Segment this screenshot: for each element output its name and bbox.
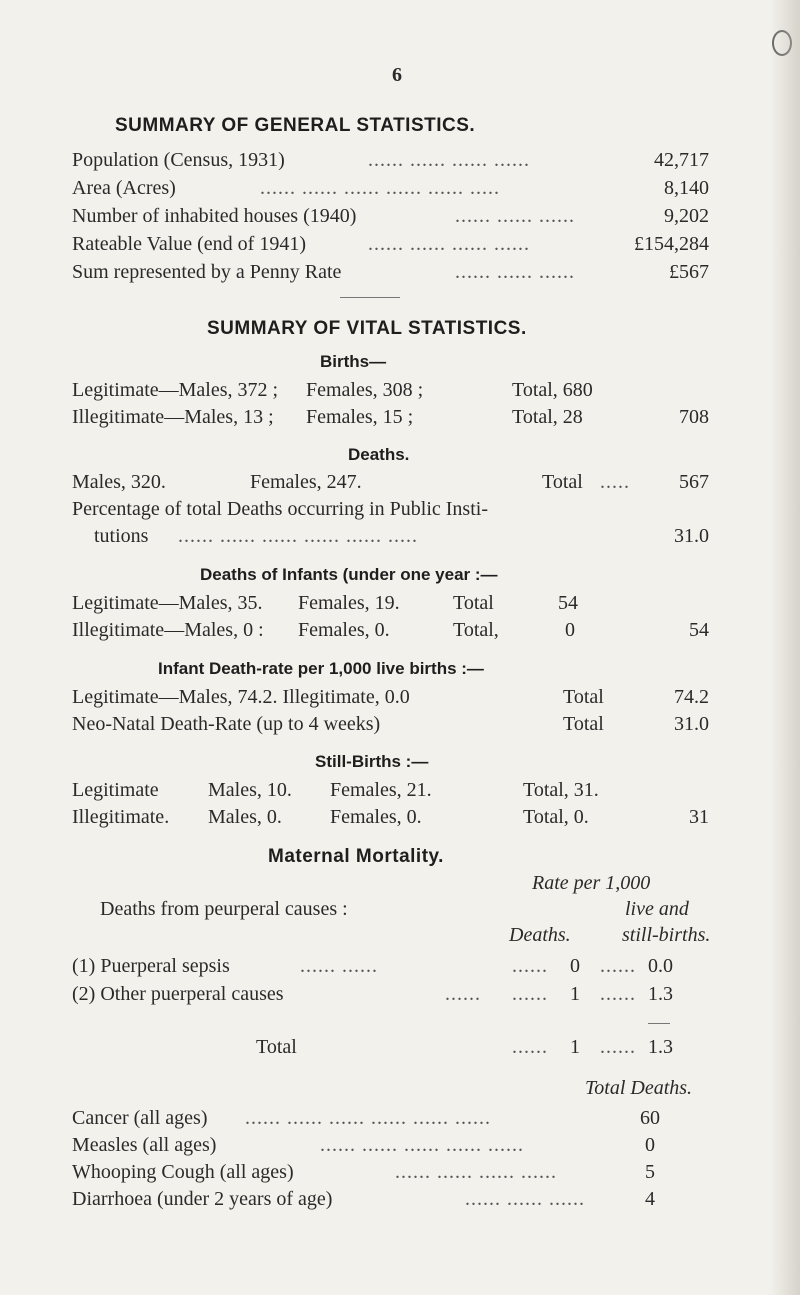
- still-illegit-females: Females, 0.: [330, 806, 422, 828]
- neonatal-total-label: Total: [563, 713, 604, 735]
- infant-deaths-heading: Deaths of Infants (under one year :—: [200, 565, 498, 584]
- leader-dots: ...... ...... ...... ...... ......: [320, 1134, 524, 1156]
- infant-rate-total-label: Total: [563, 686, 604, 708]
- leader-dots: ...... ......: [300, 955, 378, 977]
- general-row-label: Number of inhabited houses (1940): [72, 205, 357, 227]
- infant-grand-total: 54: [689, 619, 709, 641]
- general-row-value: 42,717: [654, 149, 709, 171]
- general-row-label: Rateable Value (end of 1941): [72, 233, 306, 255]
- births-illegit-males: Illegitimate—Males, 13 ;: [72, 406, 274, 428]
- leader-dots: ...... ...... ......: [455, 261, 575, 283]
- leader-dots: ......: [512, 983, 548, 1005]
- maternal-col-still: still-births.: [622, 924, 711, 946]
- deaths-males: Males, 320.: [72, 471, 166, 493]
- still-illegit-label: Illegitimate.: [72, 806, 170, 828]
- deaths-heading: Deaths.: [348, 445, 410, 464]
- general-stats-title: SUMMARY OF GENERAL STATISTICS.: [115, 115, 476, 136]
- page-number: 6: [392, 64, 402, 86]
- vital-stats-title: SUMMARY OF VITAL STATISTICS.: [207, 318, 527, 339]
- maternal-rate-header-2: live and: [625, 898, 689, 920]
- disease-row-label: Whooping Cough (all ages): [72, 1161, 294, 1183]
- maternal-total-label: Total: [256, 1036, 297, 1058]
- still-legit-females: Females, 21.: [330, 779, 432, 801]
- general-row-label: Area (Acres): [72, 177, 176, 199]
- leader-dots: ...... ...... ...... ...... ...... .....: [260, 177, 500, 199]
- maternal-total-deaths: 1: [570, 1036, 580, 1058]
- infant-legit-males: Legitimate—Males, 35.: [72, 592, 263, 614]
- maternal-row-label: (2) Other puerperal causes: [72, 983, 284, 1005]
- maternal-row-deaths: 1: [570, 983, 580, 1005]
- neonatal-total-value: 31.0: [674, 713, 709, 735]
- neonatal-rate-line: Neo-Natal Death-Rate (up to 4 weeks): [72, 713, 381, 735]
- births-heading: Births—: [320, 352, 387, 371]
- leader-dots: ......: [600, 955, 636, 977]
- general-row-label: Sum represented by a Penny Rate: [72, 261, 342, 283]
- still-legit-label: Legitimate: [72, 779, 159, 801]
- leader-dots: ......: [600, 983, 636, 1005]
- still-births-heading: Still-Births :—: [315, 752, 429, 771]
- leader-dots: ......: [600, 1036, 636, 1058]
- still-illegit-males: Males, 0.: [208, 806, 282, 828]
- leader-dots: ...... ...... ...... ......: [368, 233, 530, 255]
- maternal-heading: Maternal Mortality.: [268, 846, 444, 867]
- infant-legit-total: Total: [453, 592, 494, 614]
- maternal-row-label: (1) Puerperal sepsis: [72, 955, 230, 977]
- infant-legit-total-value: 54: [558, 592, 578, 614]
- infant-legit-females: Females, 19.: [298, 592, 400, 614]
- leader-dots: ......: [512, 955, 548, 977]
- disease-row-value: 60: [640, 1107, 660, 1129]
- general-row-value: 9,202: [664, 205, 709, 227]
- still-grand-total: 31: [689, 806, 709, 828]
- disease-row-label: Measles (all ages): [72, 1134, 217, 1156]
- infant-illegit-total-value: 0: [565, 619, 575, 641]
- maternal-col-deaths: Deaths.: [509, 924, 571, 946]
- births-grand-total: 708: [679, 406, 709, 428]
- leader-dots: ...... ...... ...... ...... ...... .....: [178, 525, 418, 547]
- births-illegit-total: Total, 28: [512, 406, 583, 428]
- maternal-total-rate: 1.3: [648, 1036, 673, 1058]
- section-divider: [340, 297, 400, 298]
- leader-dots: ......: [512, 1036, 548, 1058]
- disease-row-label: Cancer (all ages): [72, 1107, 208, 1129]
- total-rule: [648, 1023, 670, 1024]
- maternal-row-rate: 0.0: [648, 955, 673, 977]
- maternal-row-rate: 1.3: [648, 983, 673, 1005]
- infant-rate-heading: Infant Death-rate per 1,000 live births :—: [158, 659, 484, 678]
- infant-illegit-females: Females, 0.: [298, 619, 390, 641]
- disease-row-value: 5: [645, 1161, 655, 1183]
- disease-row-value: 0: [645, 1134, 655, 1156]
- still-legit-males: Males, 10.: [208, 779, 292, 801]
- still-legit-total: Total, 31.: [523, 779, 599, 801]
- infant-illegit-males: Illegitimate—Males, 0 :: [72, 619, 264, 641]
- disease-row-value: 4: [645, 1188, 655, 1210]
- maternal-row-deaths: 0: [570, 955, 580, 977]
- deaths-females: Females, 247.: [250, 471, 362, 493]
- births-legit-males: Legitimate—Males, 372 ;: [72, 379, 279, 401]
- deaths-total-label: Total: [542, 471, 583, 493]
- leader-dots: ...... ...... ......: [465, 1188, 585, 1210]
- infant-rate-total-value: 74.2: [674, 686, 709, 708]
- leader-dots: ...... ...... ...... ......: [368, 149, 530, 171]
- infant-rate-line1: Legitimate—Males, 74.2. Illegitimate, 0.0: [72, 686, 410, 708]
- births-legit-total: Total, 680: [512, 379, 593, 401]
- deaths-pct-value: 31.0: [674, 525, 709, 547]
- general-row-value: 8,140: [664, 177, 709, 199]
- general-row-label: Population (Census, 1931): [72, 149, 285, 171]
- page-edge-shadow: [770, 0, 800, 1295]
- leader-dots: ......: [445, 983, 481, 1005]
- disease-header: Total Deaths.: [585, 1077, 693, 1099]
- deaths-pct-line2: tutions: [94, 525, 149, 547]
- maternal-intro: Deaths from peurperal causes :: [100, 898, 348, 920]
- still-illegit-total: Total, 0.: [523, 806, 589, 828]
- general-row-value: £567: [669, 261, 709, 283]
- leader-dots: ...... ...... ...... ...... ...... ......: [245, 1107, 491, 1129]
- leader-dots: .....: [600, 471, 630, 493]
- maternal-rate-header-1: Rate per 1,000: [532, 872, 651, 894]
- deaths-pct-line1: Percentage of total Deaths occurring in Public Insti-: [72, 498, 488, 520]
- leader-dots: ...... ...... ...... ......: [395, 1161, 557, 1183]
- disease-row-label: Diarrhoea (under 2 years of age): [72, 1188, 333, 1210]
- births-legit-females: Females, 308 ;: [306, 379, 424, 401]
- general-row-value: £154,284: [634, 233, 709, 255]
- births-illegit-females: Females, 15 ;: [306, 406, 414, 428]
- leader-dots: ...... ...... ......: [455, 205, 575, 227]
- deaths-total-value: 567: [679, 471, 709, 493]
- infant-illegit-total: Total,: [453, 619, 499, 641]
